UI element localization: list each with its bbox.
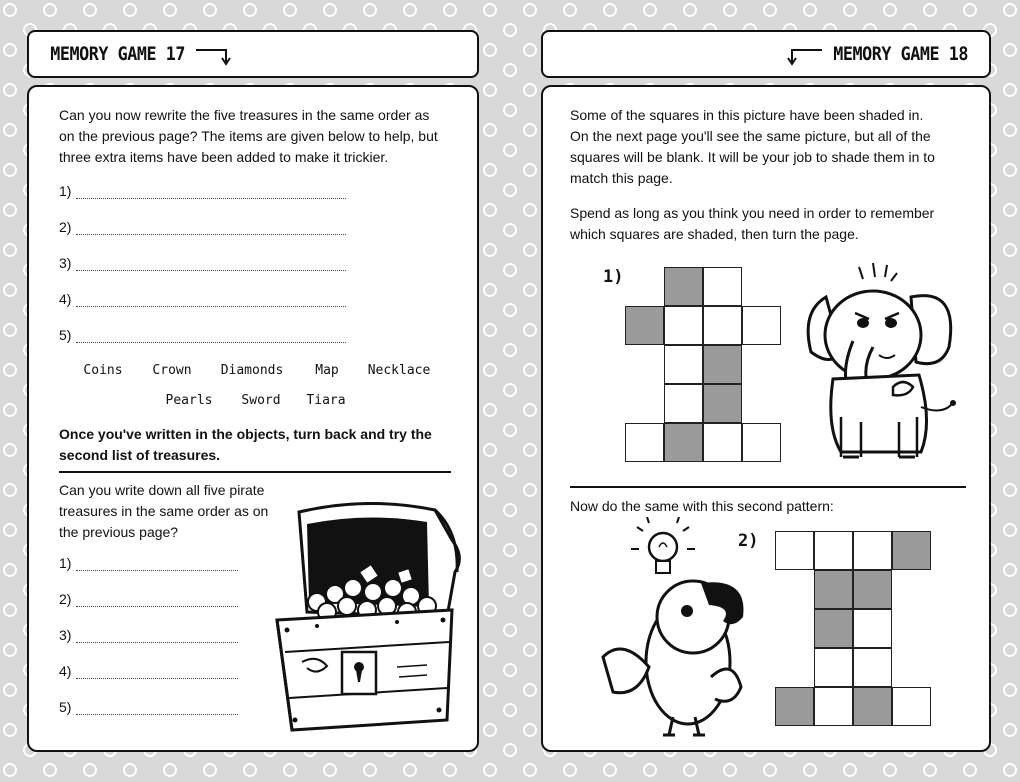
divider bbox=[570, 486, 966, 488]
grid-cell[interactable] bbox=[664, 306, 703, 345]
intro-line-2: on the previous page? The items are given below to help, but bbox=[59, 128, 438, 144]
grid-cell[interactable] bbox=[853, 648, 892, 687]
right-page bbox=[510, 0, 1010, 782]
arrow-down-right-icon bbox=[194, 42, 234, 66]
grid-cell[interactable] bbox=[775, 531, 814, 570]
answer-line[interactable] bbox=[59, 555, 238, 571]
grid-cell-shaded[interactable] bbox=[703, 345, 742, 384]
left-page bbox=[0, 0, 500, 782]
intro-line-2: On the next page you'll see the same picture, but all of the bbox=[570, 128, 931, 144]
intro-line-1: Can you now rewrite the five treasures in the same order as bbox=[59, 107, 430, 123]
pattern-2-label: 2) bbox=[738, 531, 759, 551]
answer-line[interactable] bbox=[59, 627, 238, 643]
grid-cell[interactable] bbox=[814, 687, 853, 726]
grid-cell-shaded[interactable] bbox=[892, 531, 931, 570]
grid-cell[interactable] bbox=[664, 345, 703, 384]
grid-cell-shaded[interactable] bbox=[775, 687, 814, 726]
word-bank-item: Necklace bbox=[367, 363, 431, 378]
word-bank-item: Pearls bbox=[165, 393, 213, 408]
grid-cell-shaded[interactable] bbox=[664, 423, 703, 462]
pattern-grid-1 bbox=[601, 267, 761, 467]
grid-cell-shaded[interactable] bbox=[664, 267, 703, 306]
arrow-down-left-icon bbox=[784, 42, 824, 66]
spend-line-1: Spend as long as you think you need in order to remember bbox=[570, 205, 935, 221]
instruction-line-1: Once you've written in the objects, turn back and try the bbox=[59, 426, 432, 442]
grid-cell-shaded[interactable] bbox=[625, 306, 664, 345]
answer-number: 4) bbox=[59, 663, 72, 679]
grid-cell[interactable] bbox=[853, 609, 892, 648]
parrot-illustration bbox=[583, 517, 753, 742]
grid-cell[interactable] bbox=[742, 423, 781, 462]
pattern-1-label: 1) bbox=[603, 267, 624, 287]
page-header bbox=[541, 30, 991, 78]
intro-line-3: squares will be blank. It will be your job to shade them in to bbox=[570, 149, 935, 165]
answer-number: 5) bbox=[59, 699, 72, 715]
word-bank-item: Map bbox=[315, 363, 339, 378]
second-pattern-prompt: Now do the same with this second pattern: bbox=[570, 498, 834, 514]
answer-number: 5) bbox=[59, 327, 72, 343]
second-line-2: treasures in the same order as on bbox=[59, 503, 269, 519]
pattern-grid-2 bbox=[775, 531, 935, 731]
grid-cell-shaded[interactable] bbox=[853, 687, 892, 726]
grid-cell[interactable] bbox=[742, 306, 781, 345]
grid-cell[interactable] bbox=[853, 531, 892, 570]
answer-number: 1) bbox=[59, 555, 72, 571]
answer-line[interactable] bbox=[59, 327, 346, 343]
grid-cell[interactable] bbox=[892, 687, 931, 726]
answer-line[interactable] bbox=[59, 183, 346, 199]
grid-cell[interactable] bbox=[625, 423, 664, 462]
word-bank-item: Crown bbox=[152, 363, 192, 378]
grid-cell[interactable] bbox=[703, 267, 742, 306]
answer-number: 4) bbox=[59, 291, 72, 307]
grid-cell[interactable] bbox=[703, 423, 742, 462]
second-line-3: the previous page? bbox=[59, 524, 179, 540]
content-panel bbox=[541, 85, 991, 752]
intro-line-1: Some of the squares in this picture have been shaded in. bbox=[570, 107, 924, 123]
answer-line[interactable] bbox=[59, 699, 238, 715]
grid-cell[interactable] bbox=[664, 384, 703, 423]
answer-number: 2) bbox=[59, 591, 72, 607]
grid-cell[interactable] bbox=[703, 306, 742, 345]
intro-line-4: match this page. bbox=[570, 170, 673, 186]
second-line-1: Can you write down all five pirate bbox=[59, 482, 265, 498]
grid-cell-shaded[interactable] bbox=[814, 570, 853, 609]
content-panel bbox=[27, 85, 479, 752]
instruction-line-2: second list of treasures. bbox=[59, 447, 221, 463]
treasure-chest-illustration bbox=[247, 502, 472, 742]
answer-number: 3) bbox=[59, 627, 72, 643]
word-bank-item: Sword bbox=[241, 393, 281, 408]
page-header bbox=[27, 30, 479, 78]
page-title: MEMORY GAME 18 bbox=[833, 43, 968, 65]
word-bank-item: Coins bbox=[83, 363, 123, 378]
intro-line-3: three extra items have been added to make it trickier. bbox=[59, 149, 389, 165]
answer-number: 3) bbox=[59, 255, 72, 271]
grid-cell-shaded[interactable] bbox=[703, 384, 742, 423]
divider bbox=[59, 471, 451, 473]
grid-cell[interactable] bbox=[814, 648, 853, 687]
answer-line[interactable] bbox=[59, 591, 238, 607]
grid-cell[interactable] bbox=[814, 531, 853, 570]
answer-line[interactable] bbox=[59, 255, 346, 271]
page-title: MEMORY GAME 17 bbox=[50, 43, 185, 65]
answer-number: 2) bbox=[59, 219, 72, 235]
grid-cell-shaded[interactable] bbox=[853, 570, 892, 609]
word-bank-item: Tiara bbox=[306, 393, 346, 408]
answer-number: 1) bbox=[59, 183, 72, 199]
answer-line[interactable] bbox=[59, 219, 346, 235]
answer-line[interactable] bbox=[59, 663, 238, 679]
answer-line[interactable] bbox=[59, 291, 346, 307]
elephant-illustration bbox=[781, 257, 961, 472]
spend-line-2: which squares are shaded, then turn the page. bbox=[570, 226, 859, 242]
grid-cell-shaded[interactable] bbox=[814, 609, 853, 648]
word-bank-item: Diamonds bbox=[220, 363, 284, 378]
